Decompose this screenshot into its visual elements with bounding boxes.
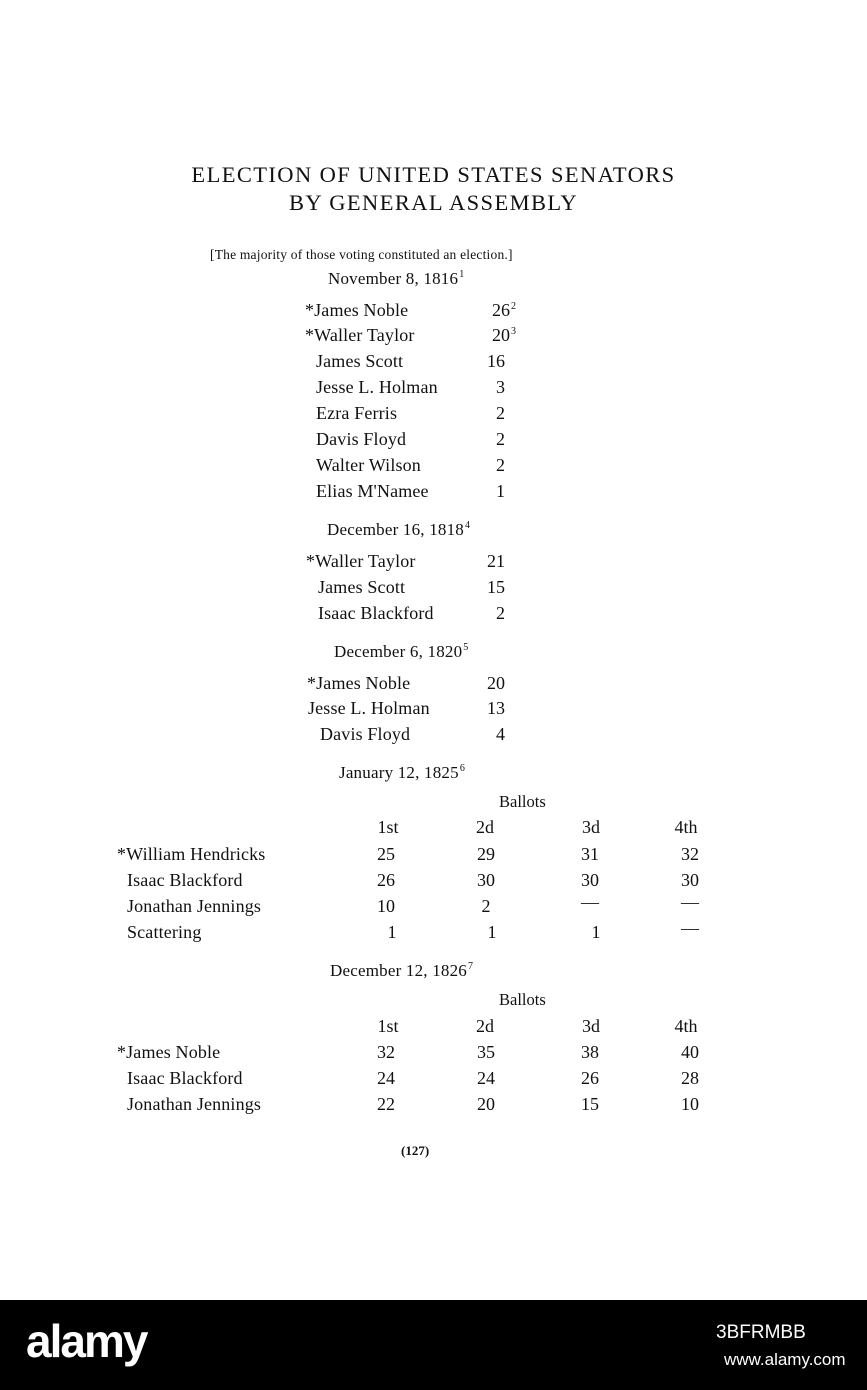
ballot-cell: 35 <box>477 1042 495 1062</box>
vote-count: 1 <box>496 481 505 501</box>
section-date: January 12, 1825$^6$ <box>339 763 466 782</box>
ballot-cell: 30 <box>477 870 495 890</box>
ballot-column-header: 3d <box>582 817 600 837</box>
ballot-cell: 10 <box>377 896 395 916</box>
ballot-cell: 1 <box>387 922 397 942</box>
vote-count: 21 <box>487 551 505 571</box>
ballot-cell: 1 <box>487 922 497 942</box>
image-id-label: 3BFRMBB <box>716 1322 806 1343</box>
vote-count: 20 <box>487 673 505 693</box>
candidate-name: Isaac Blackford <box>127 870 243 890</box>
ballots-header: Ballots <box>499 792 546 811</box>
ballot-cell: — <box>581 892 599 912</box>
ballot-cell: 2 <box>481 896 491 916</box>
vote-count: 16 <box>487 351 505 371</box>
ballots-header: Ballots <box>499 990 546 1009</box>
candidate-name: Davis Floyd <box>320 724 411 744</box>
page-title: ELECTION OF UNITED STATES SENATORS <box>191 162 676 187</box>
section-date: December 12, 1826$^7$ <box>330 961 474 980</box>
vote-count: 2 <box>496 429 505 449</box>
ballot-cell: 30 <box>681 870 699 890</box>
alamy-logo: alamy <box>26 1315 147 1367</box>
ballot-cell: 24 <box>477 1068 495 1088</box>
ballot-column-header: 4th <box>674 817 698 837</box>
candidate-name: Walter Wilson <box>316 455 421 475</box>
candidate-name: Jesse L. Holman <box>316 377 438 397</box>
ballot-cell: 22 <box>377 1094 395 1114</box>
election-note: [The majority of those voting constituted an election.] <box>210 247 513 262</box>
ballot-column-header: 2d <box>476 1016 494 1036</box>
page-number: (127) <box>401 1143 430 1158</box>
ballot-cell: 32 <box>377 1042 395 1062</box>
candidate-name: Isaac Blackford <box>127 1068 243 1088</box>
ballot-cell: — <box>681 918 699 938</box>
candidate-name: Davis Floyd <box>316 429 407 449</box>
candidate-name: Elias M'Namee <box>316 481 429 501</box>
vote-count: 15 <box>487 577 505 597</box>
candidate-name: *James Noble <box>305 300 409 320</box>
watermark-url: www.alamy.com <box>724 1350 846 1369</box>
ballot-column-header: 3d <box>582 1016 600 1036</box>
ballot-cell: 26 <box>581 1068 599 1088</box>
ballot-cell: 29 <box>477 844 495 864</box>
vote-count: 3 <box>496 377 505 397</box>
candidate-name: *Waller Taylor <box>306 551 416 571</box>
candidate-name: Isaac Blackford <box>318 603 434 623</box>
ballot-cell: 15 <box>581 1094 599 1114</box>
candidate-name: *William Hendricks <box>117 844 266 864</box>
ballot-cell: — <box>681 892 699 912</box>
vote-count: $20^3$ <box>492 325 516 345</box>
candidate-name: Jonathan Jennings <box>127 896 262 916</box>
candidate-name: James Scott <box>318 577 406 597</box>
section-date: December 16, 1818$^4$ <box>327 520 471 539</box>
ballot-cell: 38 <box>581 1042 599 1062</box>
ballot-cell: 26 <box>377 870 395 890</box>
vote-count: 2 <box>496 403 505 423</box>
candidate-name: Jonathan Jennings <box>127 1094 262 1114</box>
ballot-cell: 10 <box>681 1094 699 1114</box>
candidate-name: James Scott <box>316 351 404 371</box>
candidate-name: Jesse L. Holman <box>308 698 430 718</box>
ballot-cell: 20 <box>477 1094 495 1114</box>
candidate-name: *James Noble <box>307 673 411 693</box>
ballot-column-header: 1st <box>377 817 399 837</box>
vote-count: 4 <box>496 724 505 744</box>
ballot-cell: 24 <box>377 1068 395 1088</box>
ballot-column-header: 1st <box>377 1016 399 1036</box>
candidate-name: *James Noble <box>117 1042 221 1062</box>
ballot-cell: 25 <box>377 844 395 864</box>
candidate-name: Ezra Ferris <box>316 403 398 423</box>
vote-count: $26^2$ <box>492 300 516 320</box>
ballot-cell: 30 <box>581 870 599 890</box>
ballot-cell: 1 <box>591 922 601 942</box>
section-date: December 6, 1820$^5$ <box>334 642 469 661</box>
ballot-column-header: 4th <box>674 1016 698 1036</box>
ballot-cell: 31 <box>581 844 599 864</box>
vote-count: 13 <box>487 698 505 718</box>
ballot-cell: 40 <box>681 1042 699 1062</box>
candidate-name: *Waller Taylor <box>305 325 415 345</box>
vote-count: 2 <box>496 603 505 623</box>
ballot-cell: 32 <box>681 844 699 864</box>
ballot-column-header: 2d <box>476 817 494 837</box>
ballot-cell: 28 <box>681 1068 699 1088</box>
vote-count: 2 <box>496 455 505 475</box>
section-date: November 8, 1816$^1$ <box>328 269 465 288</box>
page-subtitle: BY GENERAL ASSEMBLY <box>289 190 578 215</box>
candidate-name: Scattering <box>127 922 202 942</box>
